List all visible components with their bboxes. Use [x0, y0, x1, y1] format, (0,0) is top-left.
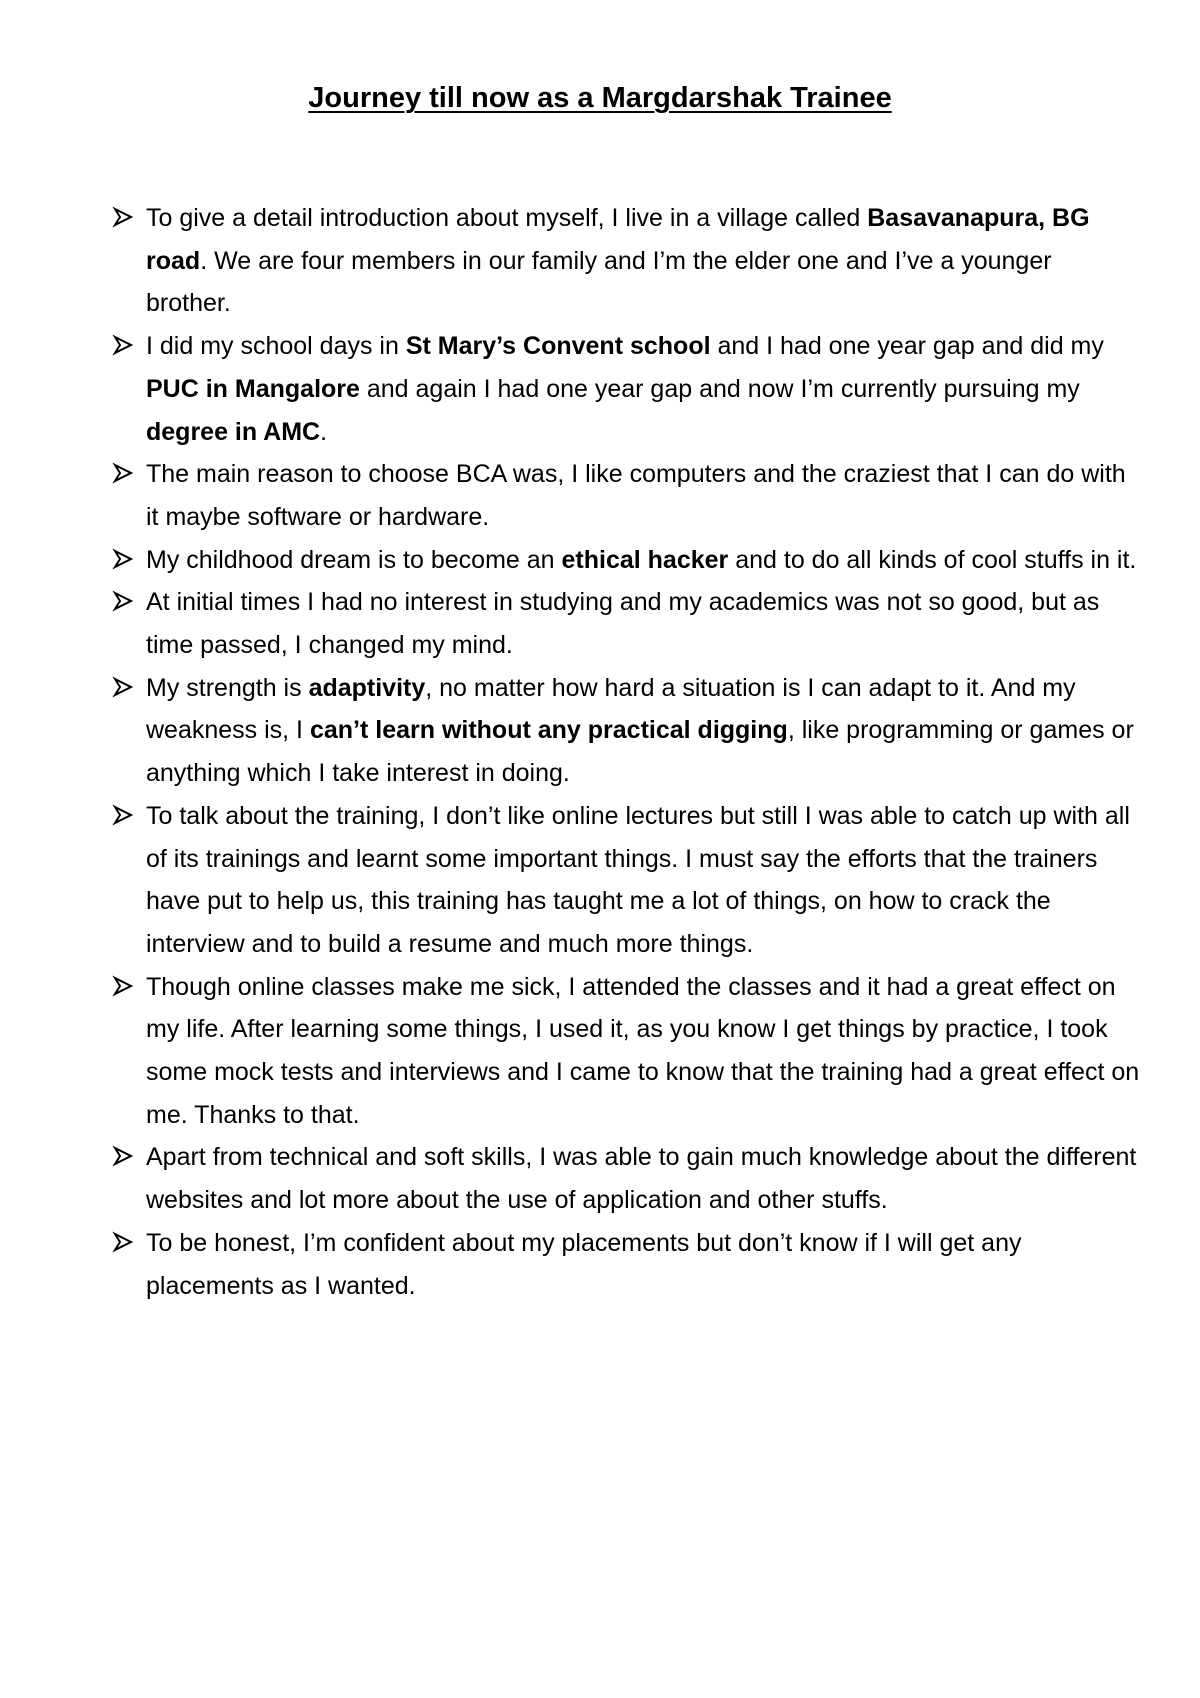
body-text: To be honest, I’m confident about my placements but don’t know if I will get any placements as I wanted. — [146, 1228, 1022, 1300]
arrowhead-bullet-icon — [112, 1145, 134, 1167]
body-text: , no matter how hard a situation is I can adapt to it. And my weakness is, I — [146, 673, 1076, 745]
arrowhead-bullet-icon — [112, 462, 134, 484]
body-text: and to do all kinds of cool stuffs in it. — [728, 545, 1137, 574]
body-text: To talk about the training, I don’t like online lectures but still I was able to catch up with all of its trainings and learnt some important things. I must say the efforts that the trainers have put to help us, this training has taught me a lot of things, on how to crack the interview and to build a resume and much more things. — [146, 801, 1130, 958]
body-text: My strength is — [146, 673, 309, 702]
list-item — [112, 453, 1142, 538]
body-text: I did my school days in — [146, 332, 406, 361]
bold-text: degree in AMC — [146, 417, 321, 446]
list-item — [112, 539, 1142, 582]
bold-text: Basavanapura, BG road — [146, 204, 1090, 275]
list-item — [112, 197, 1142, 325]
list-item — [112, 581, 1142, 666]
arrowhead-bullet-icon — [112, 334, 134, 356]
body-text: . — [320, 417, 328, 446]
body-text: . We are four members in our family and I’m the elder one and I’ve a younger brother. — [146, 246, 1052, 318]
arrowhead-bullet-icon — [112, 590, 134, 612]
body-text: At initial times I had no interest in studying and my academics was not so good, but as time passed, I changed my mind. — [146, 588, 1100, 660]
body-text: To give a detail introduction about myself, I live in a village called — [146, 204, 868, 232]
page-title: Journey till now as a Margdarshak Trainee — [308, 82, 892, 114]
body-text: Apart from technical and soft skills, I was able to gain much knowledge about the different websites and lot more about the use of application and other stuffs. — [146, 1143, 1137, 1215]
body-text: and I had one year gap and did my — [710, 332, 1104, 361]
bullet-list — [112, 197, 1142, 1307]
body-text: My childhood dream is to become an — [146, 545, 562, 574]
body-text: Though online classes make me sick, I attended the classes and it had a great effect on my life. After learning some things, I used it, as you know I get things by practice, I took some mock tests and interviews and I came to know that the training had a great effect on me. Thanks to that. — [146, 972, 1140, 1129]
bold-text: can’t learn without any practical digging — [309, 716, 788, 745]
arrowhead-bullet-icon — [112, 548, 134, 570]
arrowhead-bullet-icon — [112, 676, 134, 698]
bold-text: PUC in Mangalore — [146, 374, 360, 403]
arrowhead-bullet-icon — [112, 1231, 134, 1253]
body-text: and again I had one year gap and now I’m currently pursuing my — [359, 374, 1080, 403]
arrowhead-bullet-icon — [112, 804, 134, 826]
list-item — [112, 966, 1142, 1137]
body-text: The main reason to choose BCA was, I like computers and the craziest that I can do with it maybe software or hardware. — [146, 460, 1126, 531]
bold-text: ethical hacker — [561, 545, 729, 574]
bold-text: St Mary’s Convent school — [405, 332, 711, 361]
list-item — [112, 1136, 1142, 1221]
bold-text: adaptivity — [308, 673, 426, 702]
arrowhead-bullet-icon — [112, 206, 134, 228]
list-item — [112, 325, 1142, 453]
list-item — [112, 667, 1142, 795]
body-text: , like programming or games or anything which I take interest in doing. — [146, 716, 1134, 788]
arrowhead-bullet-icon — [112, 975, 134, 997]
list-item — [112, 795, 1142, 966]
list-item — [112, 1222, 1142, 1307]
